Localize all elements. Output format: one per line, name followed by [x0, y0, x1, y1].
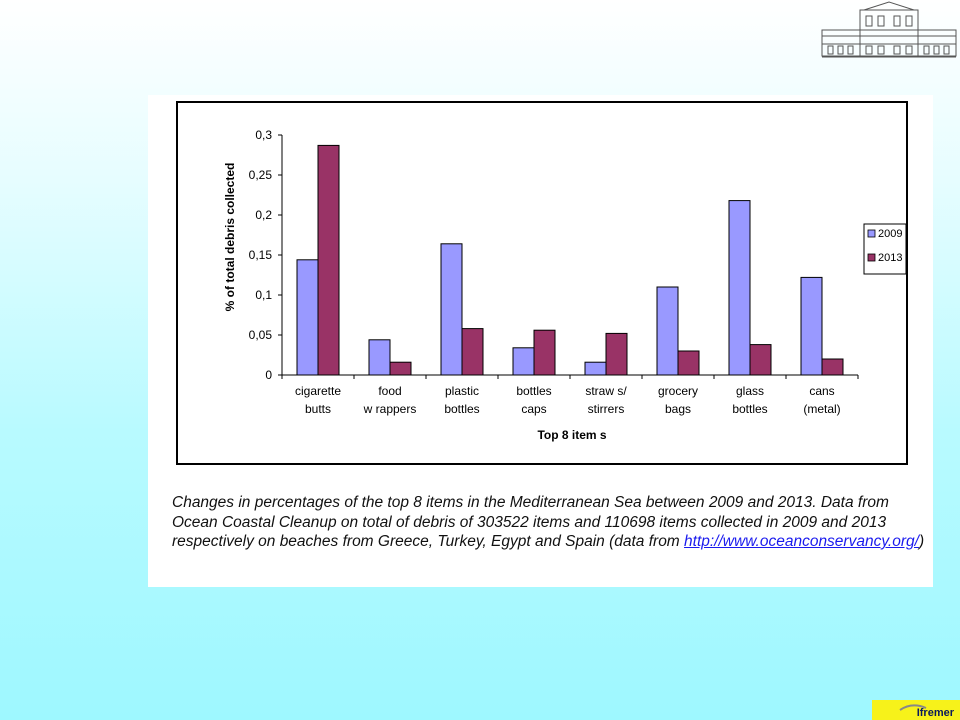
bar-2009 [657, 287, 678, 375]
bar-2009 [513, 348, 534, 375]
x-tick-label: cigarette [294, 384, 342, 398]
y-tick-label: 0,3 [255, 128, 272, 142]
bar-2013 [534, 330, 555, 375]
bar-2013 [318, 145, 339, 375]
y-tick-label: 0 [265, 368, 272, 382]
x-tick-label: w rappers [363, 402, 417, 416]
x-tick-label: stirrers [587, 402, 625, 416]
bar-2009 [801, 277, 822, 375]
x-tick-label: plastic [444, 384, 480, 398]
ifremer-logo-text: Ifremer [916, 707, 954, 719]
x-axis-label: Top 8 item s [537, 428, 607, 442]
figure-panel [148, 95, 933, 587]
bar-2009 [297, 260, 318, 375]
bar-2013 [462, 329, 483, 375]
figure-caption [172, 493, 927, 552]
source-link[interactable]: http://www.oceanconservancy.org/ [684, 533, 919, 550]
x-tick-label: cans [809, 384, 835, 398]
x-tick-label: bottles [732, 402, 768, 416]
bar-chart [178, 103, 906, 463]
bar-2013 [606, 333, 627, 375]
x-tick-label: bottles [516, 384, 552, 398]
bar-2009 [729, 201, 750, 375]
legend-label: 2009 [878, 228, 903, 240]
y-tick-label: 0,15 [248, 248, 272, 262]
bar-2013 [678, 351, 699, 375]
x-tick-label: caps [521, 402, 547, 416]
x-tick-label: butts [304, 402, 332, 416]
x-tick-label: glass [735, 384, 765, 398]
bar-2013 [822, 359, 843, 375]
legend-swatch [868, 254, 875, 261]
y-axis-label: % of total debris collected [223, 162, 237, 312]
x-tick-label: bottles [444, 402, 480, 416]
chart-frame [176, 101, 908, 465]
caption-text: Changes in percentages of the top 8 items in the Mediterranean Sea between 2009 and 2013. Data from Ocean Coastal Cleanup on total of debris of 303522 items and 110698 items collected in 2009 and 2013 respectively on beaches from Greece, Turkey, Egypt and Spain (data from [172, 494, 889, 550]
x-tick-label: bags [664, 402, 692, 416]
bar-2013 [750, 345, 771, 375]
x-tick-label: food [378, 384, 402, 398]
y-tick-label: 0,2 [255, 208, 272, 222]
bar-2009 [585, 362, 606, 375]
legend-swatch [868, 230, 875, 237]
legend-label: 2013 [878, 252, 903, 264]
x-tick-label: grocery [657, 384, 699, 398]
y-tick-label: 0,1 [255, 288, 272, 302]
x-tick-label: (metal) [803, 402, 841, 416]
y-tick-label: 0,05 [248, 328, 272, 342]
caption-tail: ) [918, 533, 925, 550]
bar-2009 [369, 340, 390, 375]
institution-building-logo [820, 0, 958, 60]
chart-legend [864, 224, 906, 274]
bar-2009 [441, 244, 462, 375]
y-tick-label: 0,25 [248, 168, 272, 182]
x-tick-label: straw s/ [585, 384, 627, 398]
bar-2013 [390, 362, 411, 375]
ifremer-logo [872, 700, 960, 720]
